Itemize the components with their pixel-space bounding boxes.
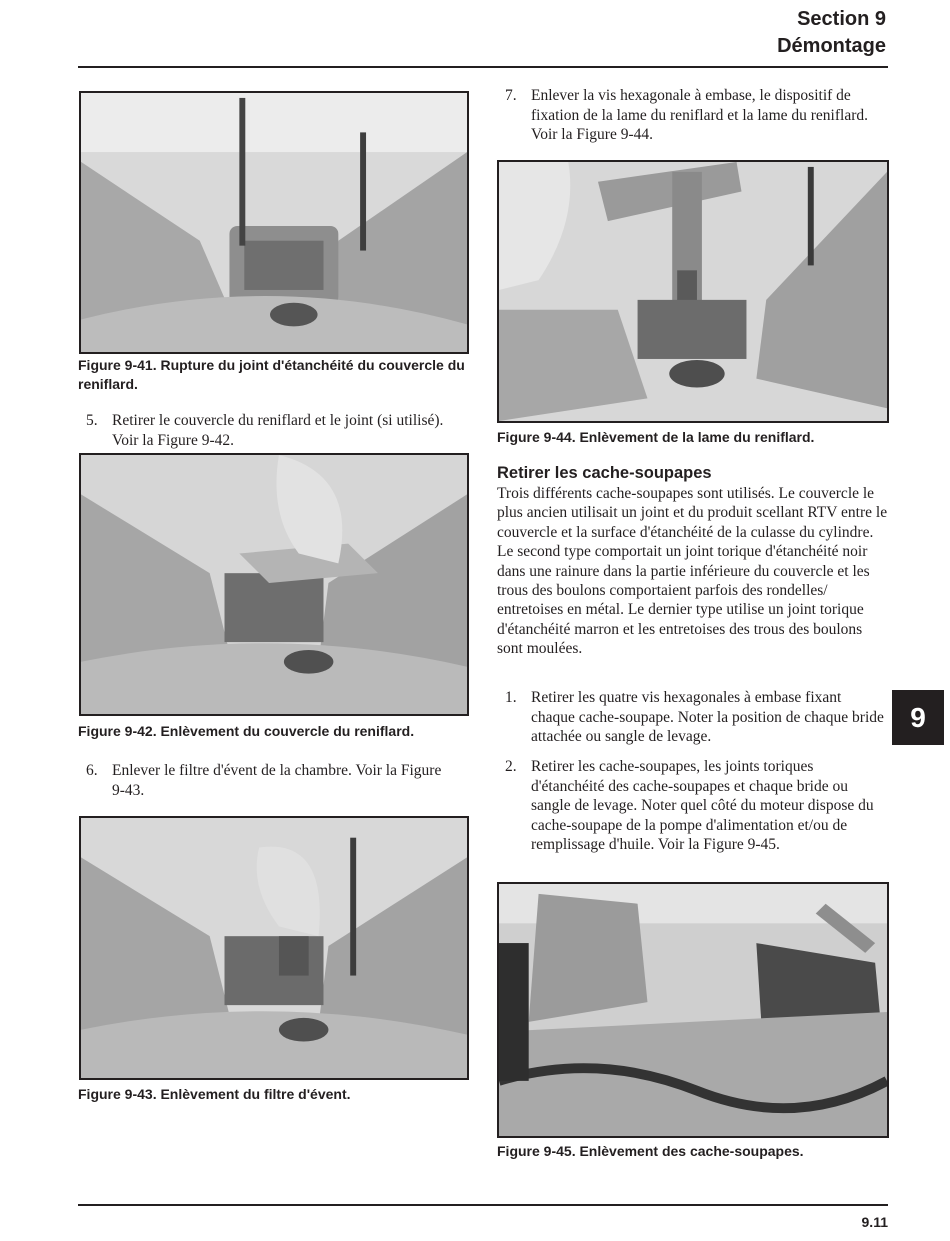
- footer-rule: [78, 1204, 888, 1206]
- section-header: [777, 6, 886, 60]
- step-5-text: Retirer le couvercle du reniflard et le joint (si utilisé). Voir la Figure 9-42.: [112, 412, 444, 449]
- section-tab: 9: [892, 690, 944, 745]
- step-1-text: Retirer les quatre vis hexagonales à embase fixant chaque cache-soupape. Noter la position de chaque bride attachée ou sangle de levage.: [531, 689, 884, 745]
- step-2-number: 2.: [505, 758, 517, 775]
- figure-9-45-photo: [497, 882, 889, 1138]
- step-2-text: Retirer les cache-soupapes, les joints toriques d'étanchéité des cache-soupapes et chaque bride ou sangle de levage. Noter quel côté du moteur dispose du cache-soupape de la pompe d'alimentation et/ou de remplissage d'huile. Voir la Figure 9-45.: [531, 758, 874, 853]
- page-number: 9.11: [861, 1214, 888, 1230]
- section-title: Démontage: [777, 35, 886, 57]
- step-5-number: 5.: [86, 412, 98, 429]
- step-6-number: 6.: [86, 762, 98, 779]
- step-7-text: Enlever la vis hexagonale à embase, le dispositif de fixation de la lame du reniflard et la lame du reniflard. Voir la Figure 9-44.: [531, 87, 868, 143]
- figure-9-44-photo: [497, 160, 889, 423]
- figure-9-45-caption: Figure 9-45. Enlèvement des cache-soupapes.: [497, 1143, 804, 1159]
- figure-9-41-caption: Figure 9-41. Rupture du joint d'étanchéité du couvercle du reniflard.: [78, 357, 465, 392]
- header-rule: [78, 66, 888, 68]
- intro-paragraph: Trois différents cache-soupapes sont utilisés. Le couvercle le plus ancien utilisait un joint et du produit scellant RTV entre le couvercle et la surface d'étanchéité de la culasse du cylindre. Le second type comportait un joint torique d'étanchéité noir dans une rainure dans la partie inférieure du couvercle et les trous des boulons comportaient parfois des rondelles/ entretoises en métal. Le dernier type utilise un joint torique d'étanchéité marron et les entretoises des trous des boulons sont moulées.: [497, 485, 888, 658]
- subheading-valve-covers: Retirer les cache-soupapes: [497, 464, 712, 482]
- figure-9-41-photo: [79, 91, 469, 354]
- step-6-text: Enlever le filtre d'évent de la chambre. Voir la Figure 9-43.: [112, 762, 442, 799]
- section-number: Section 9: [797, 8, 886, 30]
- figure-9-44-caption: Figure 9-44. Enlèvement de la lame du reniflard.: [497, 429, 815, 445]
- figure-9-42-photo: [79, 453, 469, 716]
- step-7-number: 7.: [505, 87, 517, 104]
- step-1-number: 1.: [505, 689, 517, 706]
- figure-9-42-caption: Figure 9-42. Enlèvement du couvercle du reniflard.: [78, 723, 415, 739]
- figure-9-43-caption: Figure 9-43. Enlèvement du filtre d'évent.: [78, 1086, 351, 1102]
- figure-9-43-photo: [79, 816, 469, 1080]
